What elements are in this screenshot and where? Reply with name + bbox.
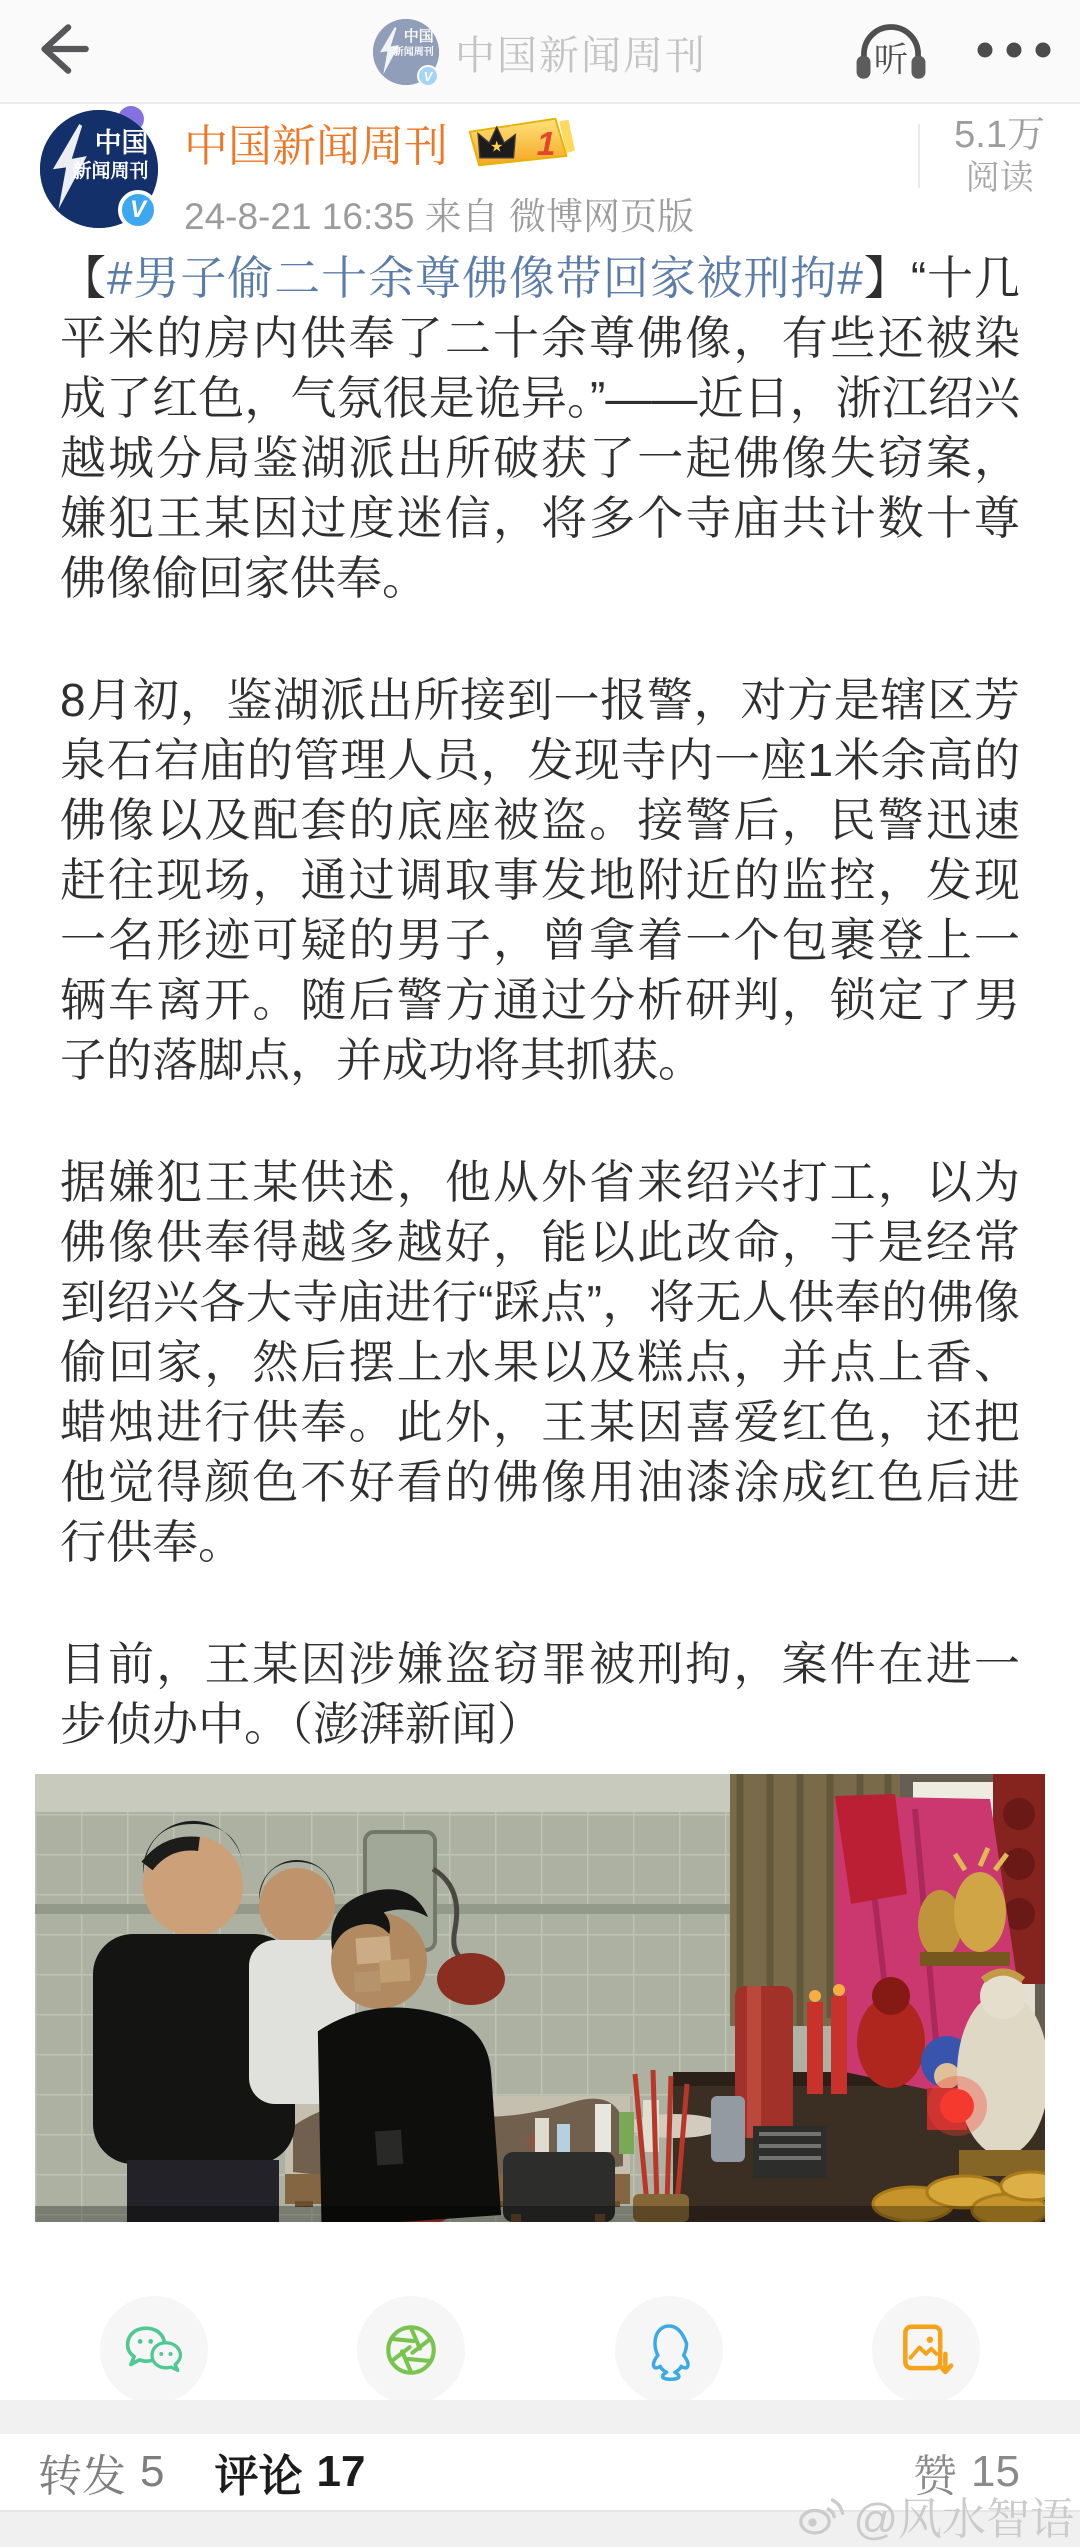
avatar-text-bottom: 新闻周刊	[72, 161, 149, 183]
post-paragraph	[60, 1634, 1020, 1754]
avatar-text-bottom: 新闻周刊	[393, 46, 434, 58]
ellipsis-icon	[976, 41, 1052, 59]
share-qq-button[interactable]	[615, 2296, 723, 2404]
text-segment: 【	[60, 252, 107, 304]
navbar-avatar	[373, 19, 439, 85]
navbar	[0, 0, 1080, 104]
avatar-text-top: 中国	[403, 28, 434, 46]
qq-penguin-icon	[638, 2318, 700, 2382]
bottom-area	[0, 2400, 1080, 2547]
verified-badge-icon: V	[118, 190, 158, 230]
weibo-eye-icon	[795, 2492, 845, 2538]
save-image-button[interactable]	[872, 2296, 980, 2404]
watermark-handle: @风水智语	[853, 2495, 1074, 2544]
divider	[918, 124, 920, 188]
post-text	[60, 248, 1020, 1754]
tab-comment[interactable]: 评论 17	[214, 2447, 366, 2501]
more-options-button[interactable]	[976, 41, 1052, 64]
listen-glyph: 听	[873, 40, 909, 79]
section-separator	[0, 2400, 1080, 2434]
share-row	[0, 2296, 1080, 2404]
wechat-icon	[121, 2320, 187, 2380]
text-segment: 目前，王某因涉嫌盗窃罪被刑拘，案件在进一步侦办中。（澎湃新闻）	[60, 1638, 1020, 1750]
reads-value: 5.1万	[954, 113, 1045, 156]
text-segment: 8月初，鉴湖派出所接到一报警，对方是辖区芳泉石宕庙的管理人员，发现寺内一座1米余高的佛像以及配套的底座被盗。接警后，民警迅速赶往现场，通过调取事发地附近的监控，发现一名形迹可疑的男子，曾拿着一个包裹登上一辆车离开。随后警方通过分析研判，锁定了男子的落脚点，并成功将其抓获。	[60, 674, 1020, 1086]
like-count: 15	[971, 2447, 1020, 2496]
post-header	[0, 104, 1080, 237]
watermark	[795, 2483, 1074, 2547]
post-paragraph	[60, 1152, 1020, 1572]
post-meta: 24-8-21 16:35 来自 微博网页版	[184, 196, 694, 237]
vip-level: 1	[536, 126, 556, 164]
back-arrow-icon	[29, 16, 95, 87]
comment-count: 17	[316, 2447, 366, 2496]
post-paragraph	[60, 670, 1020, 1090]
avatar-text-top: 中国	[94, 127, 149, 158]
read-stats	[918, 110, 1045, 202]
svg-text:★: ★	[490, 139, 504, 156]
author-name[interactable]: 中国新闻周刊	[184, 122, 448, 171]
vip-crown-badge[interactable]	[464, 115, 576, 169]
post-photo[interactable]	[35, 1774, 1045, 2222]
author-avatar[interactable]	[40, 110, 158, 228]
text-segment: 据嫌犯王某供述，他从外省来绍兴打工，以为佛像供奉得越多越好，能以此改命，于是经常到绍兴各大寺庙进行“踩点”，将无人供奉的佛像偷回家，然后摆上水果以及糕点，并点上香、蜡烛进行供奉。此外，王某因喜爱红色，还把他觉得颜色不好看的佛像用油漆涂成红色后进行供奉。	[60, 1156, 1020, 1568]
repost-count: 5	[140, 2447, 165, 2496]
post-paragraph	[60, 248, 1020, 608]
hashtag-link[interactable]: #男子偷二十余尊佛像带回家被刑拘#	[106, 252, 863, 304]
verified-badge-icon: V	[417, 65, 439, 87]
navbar-title: 中国新闻周刊	[455, 33, 707, 78]
post-card	[0, 104, 1080, 2404]
photo-scene	[35, 1774, 1045, 2222]
listen-audio-button[interactable]	[850, 13, 932, 92]
tab-repost[interactable]: 转发 5	[38, 2447, 165, 2501]
reads-label: 阅读	[965, 159, 1034, 198]
moments-aperture-icon	[380, 2319, 442, 2381]
navbar-author-shortcut[interactable]	[373, 0, 707, 104]
save-image-icon	[895, 2319, 957, 2381]
tab-like[interactable]: 赞 15	[913, 2447, 1020, 2501]
share-moments-button[interactable]	[357, 2296, 465, 2404]
text-segment: 】“十几平米的房内供奉了二十余尊佛像，有些还被染成了红色，气氛很是诡异。”——近日，浙江绍兴越城分局鉴湖派出所破获了一起佛像失窃案，嫌犯王某因过度迷信，将多个寺庙共计数十尊佛像偷回家供奉。	[60, 252, 1021, 604]
share-wechat-button[interactable]	[100, 2296, 208, 2404]
back-button[interactable]	[26, 15, 98, 87]
